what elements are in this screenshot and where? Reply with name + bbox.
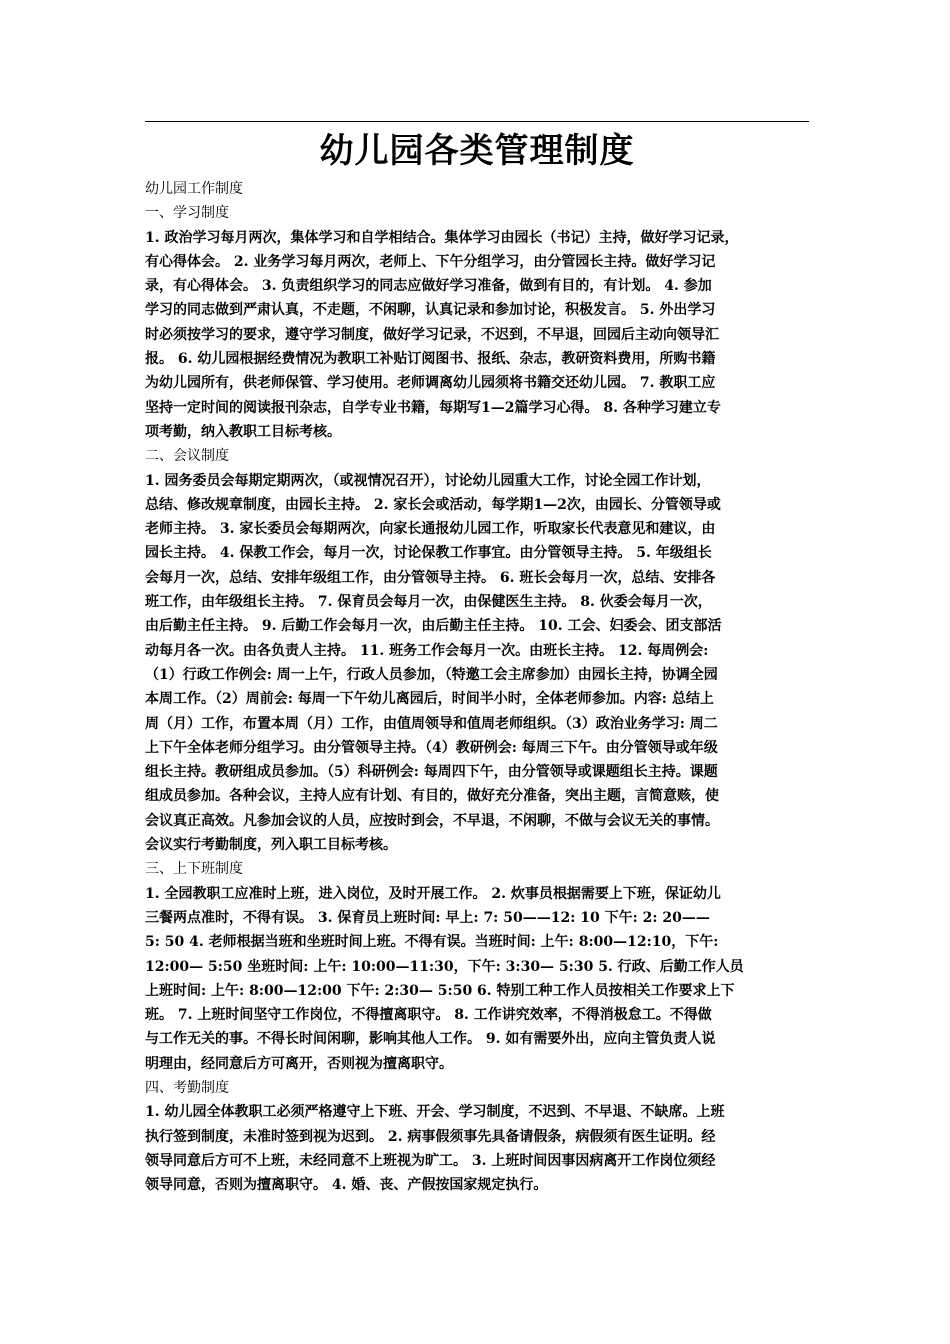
section-heading: 四、考勤制度 <box>145 1079 229 1096</box>
paragraph-line: 报。 6. 幼儿园根据经费情况为教职工补贴订阅图书、报纸、杂志，教研资料费用，所购书籍 <box>145 351 716 368</box>
paragraph-line: 12:00— 5:50 坐班时间: 上午: 10:00—11:30，下午: 3:30— 5:30 5. 行政、后勤工作人员 <box>145 958 744 975</box>
paragraph-line: 坚持一定时间的阅读报刊杂志，自学专业书籍，每期写1—2篇学习心得。 8. 各种学习建立专 <box>145 399 721 416</box>
paragraph-line: 有心得体会。 2. 业务学习每月两次，老师上、下午分组学习，由分管园长主持。做好学习记 <box>145 253 716 270</box>
paragraph-line: 时必须按学习的要求，遵守学习制度，做好学习记录，不迟到，不早退，回园后主动向领导汇 <box>145 326 719 343</box>
header-rule <box>145 121 809 122</box>
section-heading: 幼儿园工作制度 <box>145 181 243 197</box>
paragraph-line: 动每月各一次。由各负责人主持。 11. 班务工作会每月一次。由班长主持。 12. 每周例会: <box>145 642 709 659</box>
paragraph-line: 项考勤，纳入教职工目标考核。 <box>145 423 341 440</box>
paragraph-line: 录，有心得体会。 3. 负责组织学习的同志应做好学习准备，做到有目的，有计划。 4. 参加 <box>145 278 712 295</box>
paragraph-line: 领导同意后方可不上班，未经同意不上班视为旷工。 3. 上班时间因事因病离开工作岗位须经 <box>145 1152 716 1169</box>
paragraph-line: 由后勤主任主持。 9. 后勤工作会每月一次，由后勤主任主持。 10. 工会、妇委会、团支部活 <box>145 618 722 635</box>
paragraph-line: 执行签到制度，未准时签到视为迟到。 2. 病事假须事先具备请假条，病假须有医生证明。经 <box>145 1128 716 1145</box>
paragraph-line: 周（月）工作，布置本周（月）工作，由值周领导和值周老师组织。（3）政治业务学习: 周二 <box>145 715 718 732</box>
paragraph-line: 1. 幼儿园全体教职工必须严格遵守上下班、开会、学习制度，不迟到、不早退、不缺席。上班 <box>145 1104 725 1121</box>
section-heading: 三、上下班制度 <box>145 861 243 878</box>
paragraph-line: 班工作，由年级组长主持。 7. 保育员会每月一次，由保健医生主持。 8. 伙委会每月一次， <box>145 594 712 611</box>
paragraph-line: 1. 全园教职工应准时上班，进入岗位，及时开展工作。 2. 炊事员根据需要上下班，保证幼儿 <box>145 885 721 902</box>
section-heading: 二、会议制度 <box>145 448 229 465</box>
paragraph-line: 上班时间: 上午: 8:00—12:00 下午: 2:30— 5:50 6. 特别工种工作人员按相关工作要求上下 <box>145 982 735 999</box>
paragraph-line: 为幼儿园所有，供老师保管、学习使用。老师调离幼儿园须将书籍交还幼儿园。 7. 教职工应 <box>145 375 716 392</box>
paragraph-line: 学习的同志做到严肃认真，不走题，不闲聊，认真记录和参加讨论，积极发言。 5. 外出学习 <box>145 302 716 319</box>
paragraph-line: 1. 园务委员会每期定期两次，（或视情况召开），讨论幼儿园重大工作，讨论全园工作计划， <box>145 472 711 489</box>
document-title: 幼儿园各类管理制度 <box>319 131 635 171</box>
paragraph-line: 会议真正高效。凡参加会议的人员，应按时到会，不早退，不闲聊，不做与会议无关的事情。 <box>145 812 719 829</box>
paragraph-line: （1）行政工作例会: 周一上午，行政人员参加，（特邀工会主席参加）由园长主持，协调全园 <box>145 666 718 683</box>
paragraph-line: 与工作无关的事。不得长时间闲聊，影响其他人工作。 9. 如有需要外出，应向主管负责人说 <box>145 1031 716 1048</box>
paragraph-line: 会每月一次，总结、安排年级组工作，由分管领导主持。 6. 班长会每月一次，总结、安排各 <box>145 569 716 586</box>
paragraph-line: 三餐两点准时，不得有误。 3. 保育员上班时间: 早上: 7: 50——12: 10 下午: 2: 20—— <box>145 909 710 926</box>
paragraph-line: 明理由，经同意后方可离开，否则视为擅离职守。 <box>145 1055 453 1072</box>
paragraph-line: 上下午全体老师分组学习。由分管领导主持。（4）教研例会: 每周三下午。由分管领导或年级 <box>145 739 718 756</box>
paragraph-line: 组长主持。教研组成员参加。（5）科研例会: 每周四下午，由分管领导或课题组长主持。课题 <box>145 764 718 781</box>
paragraph-line: 5: 50 4. 老师根据当班和坐班时间上班。不得有误。当班时间: 上午: 8:00—12:10，下午: <box>145 934 719 951</box>
paragraph-line: 班。 7. 上班时间坚守工作岗位，不得擅离职守。 8. 工作讲究效率，不得消极怠工。不得做 <box>145 1007 712 1024</box>
paragraph-line: 领导同意，否则为擅离职守。 4. 婚、丧、产假按国家规定执行。 <box>145 1177 548 1194</box>
paragraph-line: 本周工作。（2）周前会: 每周一下午幼儿离园后，时间半小时，全体老师参加。内容: 总结上 <box>145 691 714 708</box>
paragraph-line: 组成员参加。各种会议，主持人应有计划、有目的，做好充分准备，突出主题，言简意赅，使 <box>145 788 719 805</box>
paragraph-line: 园长主持。 4. 保教工作会，每月一次，讨论保教工作事宜。由分管领导主持。 5. 年级组长 <box>145 545 712 562</box>
paragraph-line: 总结、修改规章制度，由园长主持。 2. 家长会或活动，每学期1—2次，由园长、分管领导或 <box>145 496 721 513</box>
paragraph-line: 会议实行考勤制度，列入职工目标考核。 <box>145 837 397 854</box>
section-heading: 一、学习制度 <box>145 205 229 222</box>
document-body <box>145 177 817 1197</box>
paragraph-line: 1. 政治学习每月两次，集体学习和自学相结合。集体学习由园长（书记）主持，做好学习记录， <box>145 229 739 246</box>
paragraph-line: 老师主持。 3. 家长委员会每期两次，向家长通报幼儿园工作，听取家长代表意见和建议，由 <box>145 521 716 538</box>
